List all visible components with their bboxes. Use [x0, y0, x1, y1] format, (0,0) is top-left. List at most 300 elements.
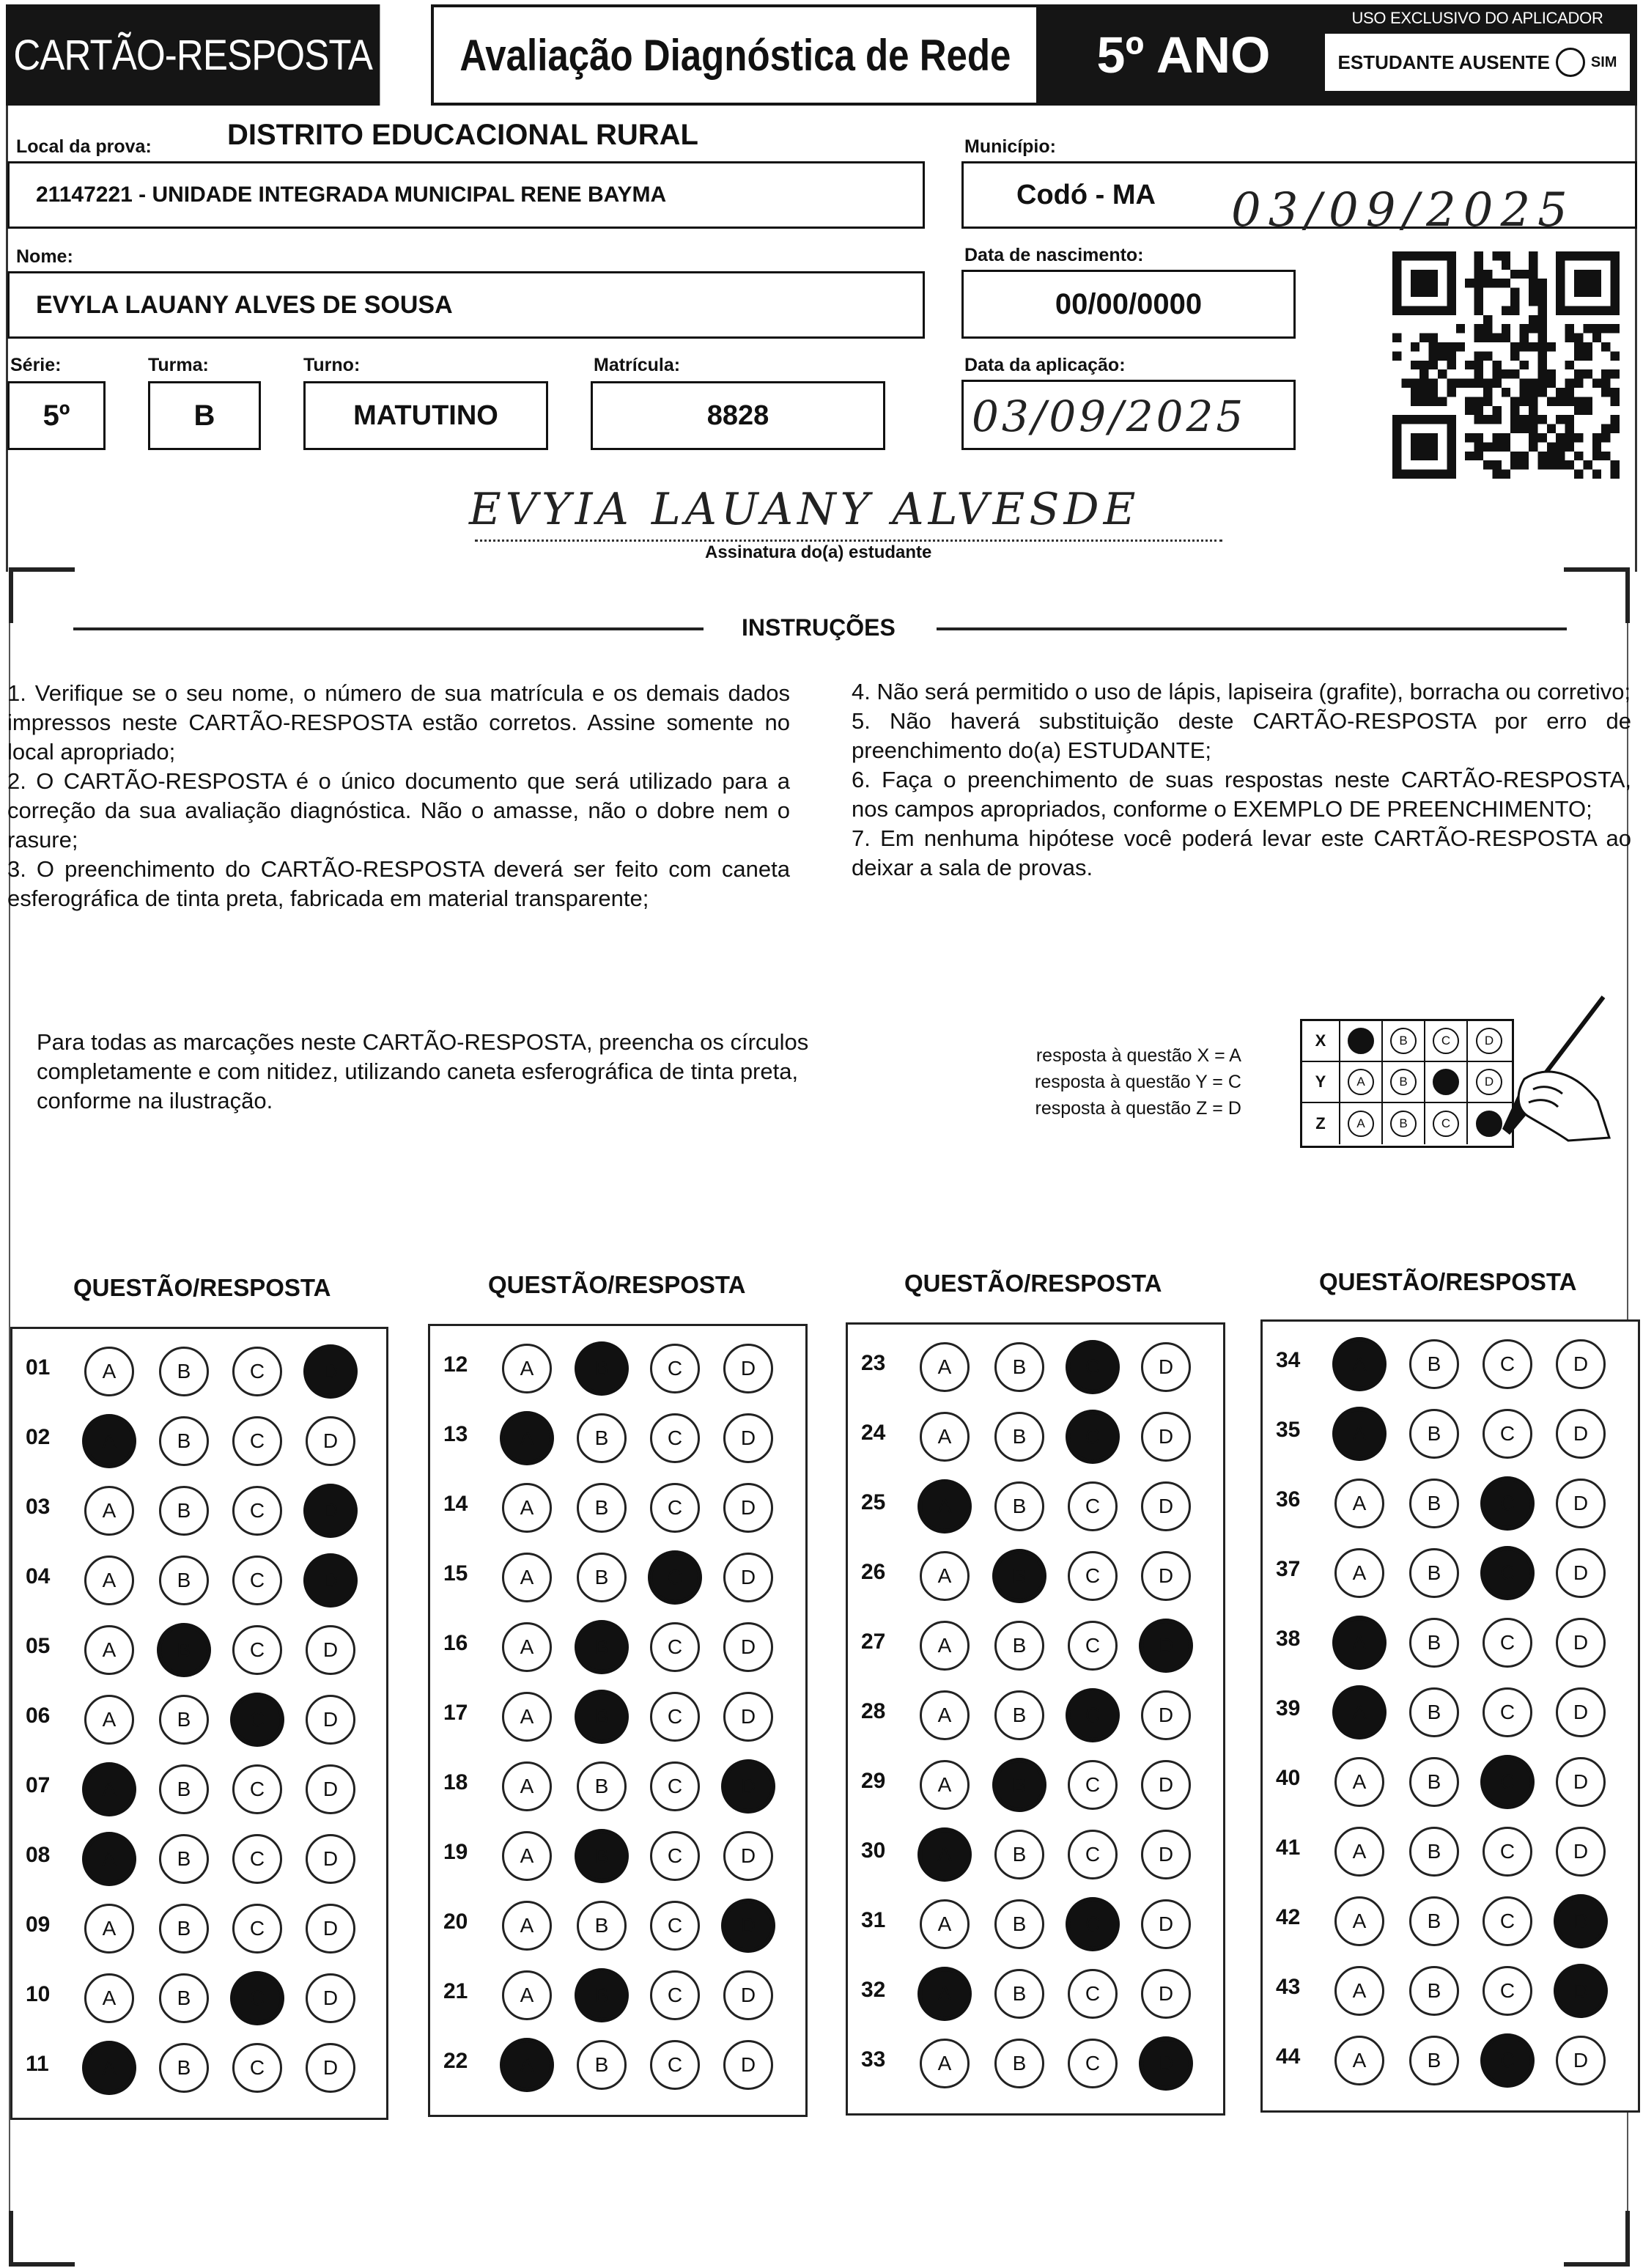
question-number: 08: [26, 1843, 51, 1867]
answer-bubble-d[interactable]: D: [1556, 1966, 1606, 2016]
answer-bubble-b[interactable]: B: [159, 2043, 209, 2093]
answer-bubble-d[interactable]: D: [1556, 1618, 1606, 1668]
answer-bubble-c[interactable]: C: [1483, 1339, 1532, 1389]
answer-bubble-a[interactable]: A: [502, 1901, 552, 1951]
answer-bubble-c[interactable]: C: [650, 1622, 700, 1672]
municipality-label: Município:: [964, 136, 1056, 157]
answer-bubble-a[interactable]: A: [1334, 1687, 1384, 1737]
exam-title: Avaliação Diagnóstica de Rede: [431, 4, 1039, 106]
answer-bubble-a[interactable]: A: [502, 1692, 552, 1742]
answer-bubble-d[interactable]: D: [306, 1695, 355, 1745]
answer-bubble-c[interactable]: C: [1483, 1966, 1532, 2016]
answer-bubble-a[interactable]: A: [84, 1695, 134, 1745]
answer-bubble-d[interactable]: D: [723, 1483, 773, 1533]
question-number: 42: [1276, 1905, 1301, 1929]
question-number: 33: [861, 2047, 886, 2072]
answer-bubble-b[interactable]: B: [1409, 1757, 1459, 1807]
answer-bubble-d[interactable]: D: [1556, 1757, 1606, 1807]
answer-bubble-b[interactable]: B: [1409, 1966, 1459, 2016]
answer-bubble-b[interactable]: B: [159, 1973, 209, 2023]
answer-bubble-b[interactable]: B: [994, 1830, 1044, 1879]
question-number: 39: [1276, 1696, 1301, 1720]
answer-bubble-c[interactable]: C: [232, 1973, 282, 2023]
application-date-label: Data da aplicação:: [964, 355, 1126, 375]
answer-bubble-b[interactable]: B: [994, 1899, 1044, 1949]
absent-option: SIM: [1590, 54, 1617, 70]
answer-bubble-b[interactable]: B: [159, 1416, 209, 1466]
answer-grid-1: [10, 1327, 388, 2120]
question-number: 36: [1276, 1487, 1301, 1512]
serie-field: [7, 381, 106, 450]
answer-bubble-a[interactable]: A: [1334, 2036, 1384, 2085]
answer-bubble-c[interactable]: C: [1483, 1409, 1532, 1459]
answer-bubble-c[interactable]: C: [1483, 1618, 1532, 1668]
question-number: 28: [861, 1699, 886, 1723]
answer-bubble-a[interactable]: A: [84, 1347, 134, 1396]
answer-bubble-c[interactable]: C: [1483, 1548, 1532, 1598]
answer-bubble-b[interactable]: B: [159, 1904, 209, 1954]
answer-bubble-d[interactable]: D: [723, 1553, 773, 1602]
question-number: 23: [861, 1351, 886, 1375]
answer-bubble-c[interactable]: C: [650, 2040, 700, 2090]
question-row: [12, 1548, 386, 1614]
card-title: CARTÃO-RESPOSTA: [6, 4, 380, 106]
answer-bubble-a[interactable]: A: [920, 1412, 970, 1462]
answer-bubble-d[interactable]: D: [723, 1901, 773, 1951]
answer-bubble-c[interactable]: C: [650, 1970, 700, 2020]
question-number: 24: [861, 1421, 886, 1445]
answer-bubble-c[interactable]: C: [650, 1553, 700, 1602]
answer-bubble-d[interactable]: D: [306, 2043, 355, 2093]
answer-bubble-b[interactable]: B: [159, 1764, 209, 1814]
example-cell: [1340, 1103, 1383, 1144]
handwritten-date-2: 03/09/2025: [972, 391, 1247, 441]
answer-bubble-d[interactable]: D: [1556, 2036, 1606, 2085]
turma-label: Turma:: [148, 355, 209, 375]
answer-bubble-b[interactable]: B: [994, 1551, 1044, 1601]
answer-bubble-c[interactable]: C: [650, 1761, 700, 1811]
answer-bubble-a[interactable]: A: [502, 1970, 552, 2020]
answer-bubble-c[interactable]: C: [1483, 1687, 1532, 1737]
answer-bubble-b[interactable]: B: [577, 1483, 627, 1533]
example-bubble-b: B: [1390, 1028, 1417, 1054]
question-row: [12, 1339, 386, 1405]
answer-bubble-a[interactable]: A: [1334, 1896, 1384, 1946]
answer-bubble-b[interactable]: B: [577, 2040, 627, 2090]
answer-bubble-b[interactable]: B: [159, 1555, 209, 1605]
answer-bubble-d[interactable]: D: [306, 1416, 355, 1466]
question-row: [430, 1615, 805, 1681]
answer-bubble-d[interactable]: D: [723, 1344, 773, 1393]
answer-bubble-c[interactable]: C: [232, 1486, 282, 1536]
name-field: [7, 271, 925, 339]
answer-bubble-c[interactable]: C: [232, 1695, 282, 1745]
answer-bubble-c[interactable]: C: [232, 1904, 282, 1954]
answer-bubble-b[interactable]: B: [994, 1690, 1044, 1740]
answer-bubble-d[interactable]: D: [306, 1625, 355, 1675]
instructions-left-column: [7, 679, 790, 913]
answer-bubble-b[interactable]: B: [577, 1901, 627, 1951]
example-cell: [1340, 1062, 1383, 1102]
question-row: [848, 1753, 1223, 1819]
answer-bubble-c[interactable]: C: [1068, 1969, 1118, 2019]
answer-bubble-a[interactable]: A: [502, 1761, 552, 1811]
absent-bubble[interactable]: [1556, 48, 1585, 77]
answer-bubble-d[interactable]: D: [1556, 1687, 1606, 1737]
qr-code-icon: [1392, 249, 1620, 481]
example-cell: [1383, 1021, 1425, 1061]
matricula-label: Matrícula:: [594, 355, 681, 375]
example-bubble-d: D: [1476, 1069, 1502, 1095]
answer-bubble-a[interactable]: A: [84, 1764, 134, 1814]
question-number: 43: [1276, 1975, 1301, 1999]
answer-bubble-b[interactable]: B: [1409, 1409, 1459, 1459]
answer-bubble-a[interactable]: A: [502, 2040, 552, 2090]
answer-bubble-c[interactable]: C: [1068, 1899, 1118, 1949]
answer-bubble-d[interactable]: D: [1141, 1342, 1191, 1392]
answer-bubble-d[interactable]: D: [1141, 1412, 1191, 1462]
answer-bubble-b[interactable]: B: [994, 1342, 1044, 1392]
answer-bubble-b[interactable]: B: [159, 1625, 209, 1675]
answer-bubble-c[interactable]: C: [232, 1625, 282, 1675]
answer-bubble-a[interactable]: A: [920, 1481, 970, 1531]
example-bubble-c: [1433, 1069, 1459, 1095]
example-row-label: Z: [1302, 1103, 1340, 1144]
answer-bubble-a[interactable]: A: [920, 1342, 970, 1392]
question-number: 31: [861, 1908, 886, 1932]
question-number: 15: [443, 1561, 468, 1586]
answer-bubble-b[interactable]: B: [1409, 1479, 1459, 1528]
question-row: [1263, 1959, 1638, 2025]
instruction-item: 2. O CARTÃO-RESPOSTA é o único documento que será utilizado para a correção da sua avaliação diagnóstica. Não o amasse, não o dobre nem o rasure;: [7, 768, 790, 853]
answer-bubble-d[interactable]: D: [306, 1904, 355, 1954]
question-number: 16: [443, 1631, 468, 1655]
district-name: DISTRITO EDUCACIONAL RURAL: [227, 119, 698, 151]
question-row: [430, 1963, 805, 2029]
answer-bubble-b[interactable]: B: [994, 2039, 1044, 2088]
answer-bubble-c[interactable]: C: [232, 1555, 282, 1605]
example-legend-item: resposta à questão X = A: [1035, 1045, 1241, 1066]
answer-bubble-c[interactable]: C: [1068, 1342, 1118, 1392]
answer-bubble-b[interactable]: B: [1409, 1548, 1459, 1598]
answer-bubble-a[interactable]: A: [502, 1413, 552, 1463]
question-row: [848, 1822, 1223, 1888]
question-number: 14: [443, 1492, 468, 1516]
instructions-rule-left: [73, 627, 704, 630]
question-number: 09: [26, 1912, 51, 1937]
answer-bubble-b[interactable]: B: [159, 1695, 209, 1745]
example-legend-item: resposta à questão Z = D: [1035, 1098, 1241, 1119]
answer-bubble-a[interactable]: A: [84, 1904, 134, 1954]
answer-bubble-a[interactable]: A: [84, 2043, 134, 2093]
answer-bubble-a[interactable]: A: [1334, 1827, 1384, 1877]
answer-bubble-a[interactable]: A: [1334, 1966, 1384, 2016]
answer-bubble-b[interactable]: B: [577, 1831, 627, 1881]
answer-bubble-c[interactable]: C: [232, 2043, 282, 2093]
answer-bubble-c[interactable]: C: [1068, 1830, 1118, 1879]
answer-bubble-c[interactable]: C: [1483, 2036, 1532, 2085]
answer-bubble-d[interactable]: D: [1556, 1479, 1606, 1528]
answer-bubble-b[interactable]: B: [994, 1621, 1044, 1671]
question-number: 19: [443, 1840, 468, 1864]
answer-bubble-a[interactable]: A: [502, 1622, 552, 1672]
question-number: 03: [26, 1495, 51, 1519]
answer-bubble-c[interactable]: C: [1068, 1690, 1118, 1740]
question-row: [1263, 1610, 1638, 1676]
answer-bubble-a[interactable]: A: [920, 2039, 970, 2088]
answer-bubble-b[interactable]: B: [577, 1553, 627, 1602]
answer-bubble-b[interactable]: B: [994, 1760, 1044, 1810]
answer-bubble-a[interactable]: A: [502, 1553, 552, 1602]
instruction-item: 5. Não haverá substituição deste CARTÃO-RESPOSTA por erro de preenchimento do(a) ESTUDANTE;: [852, 708, 1631, 763]
answer-bubble-b[interactable]: B: [159, 1834, 209, 1884]
answer-bubble-a[interactable]: A: [84, 1973, 134, 2023]
question-row: [848, 2031, 1223, 2097]
instructions-right-column: [852, 677, 1631, 883]
answer-bubble-a[interactable]: A: [920, 1551, 970, 1601]
answer-bubble-d[interactable]: D: [723, 1413, 773, 1463]
grid-title: QUESTÃO/RESPOSTA: [73, 1274, 331, 1301]
answer-bubble-b[interactable]: B: [994, 1969, 1044, 2019]
answer-grid-2: [428, 1324, 808, 2117]
answer-bubble-d[interactable]: D: [1556, 1409, 1606, 1459]
absent-field: [1323, 32, 1631, 92]
answer-bubble-c[interactable]: C: [1483, 1896, 1532, 1946]
answer-bubble-a[interactable]: A: [84, 1555, 134, 1605]
answer-bubble-d[interactable]: D: [1141, 1481, 1191, 1531]
question-number: 38: [1276, 1627, 1301, 1651]
question-row: [1263, 1402, 1638, 1468]
question-row: [1263, 1680, 1638, 1746]
answer-bubble-a[interactable]: A: [502, 1483, 552, 1533]
answer-bubble-d[interactable]: D: [723, 1831, 773, 1881]
answer-bubble-c[interactable]: C: [1068, 1621, 1118, 1671]
question-number: 17: [443, 1701, 468, 1725]
question-number: 29: [861, 1769, 886, 1793]
answer-bubble-a[interactable]: A: [1334, 1618, 1384, 1668]
answer-bubble-d[interactable]: D: [723, 1970, 773, 2020]
answer-bubble-d[interactable]: D: [1141, 2039, 1191, 2088]
example-bubble-b: B: [1390, 1069, 1417, 1095]
student-signature: EVYIA LAUANY ALVESDE: [469, 484, 1140, 535]
question-row: [430, 1336, 805, 1402]
answer-bubble-b[interactable]: B: [159, 1486, 209, 1536]
question-number: 32: [861, 1978, 886, 2002]
applicator-only-label: USO EXCLUSIVO DO APLICADOR: [1351, 9, 1603, 27]
example-bubble-a: A: [1348, 1111, 1374, 1137]
answer-bubble-a[interactable]: A: [920, 1899, 970, 1949]
question-row: [12, 1479, 386, 1544]
question-row: [12, 1827, 386, 1893]
question-number: 10: [26, 1982, 51, 2006]
question-row: [848, 1335, 1223, 1401]
answer-bubble-d[interactable]: D: [306, 1486, 355, 1536]
answer-bubble-d[interactable]: D: [1556, 1339, 1606, 1389]
answer-bubble-a[interactable]: A: [920, 1830, 970, 1879]
serie-value: 5º: [43, 399, 70, 432]
answer-bubble-b[interactable]: B: [577, 1692, 627, 1742]
question-number: 20: [443, 1910, 468, 1934]
birth-label: Data de nascimento:: [964, 245, 1144, 265]
handwritten-date-1: 03/09/2025: [1231, 183, 1575, 238]
answer-bubble-d[interactable]: D: [306, 1834, 355, 1884]
answer-bubble-b[interactable]: B: [577, 1970, 627, 2020]
answer-bubble-a[interactable]: A: [1334, 1339, 1384, 1389]
answer-bubble-a[interactable]: A: [920, 1760, 970, 1810]
answer-bubble-b[interactable]: B: [1409, 1687, 1459, 1737]
example-cell: [1425, 1062, 1468, 1102]
answer-bubble-b[interactable]: B: [1409, 1618, 1459, 1668]
signature-line: [475, 540, 1222, 542]
answer-bubble-c[interactable]: C: [1068, 2039, 1118, 2088]
birth-field: [961, 270, 1296, 339]
answer-bubble-c[interactable]: C: [1483, 1479, 1532, 1528]
turma-field: [148, 381, 261, 450]
example-bubble-c: C: [1433, 1028, 1459, 1054]
answer-bubble-d[interactable]: D: [306, 1973, 355, 2023]
question-row: [430, 1824, 805, 1890]
question-row: [12, 2036, 386, 2102]
example-cell: [1425, 1021, 1468, 1061]
answer-bubble-b[interactable]: B: [1409, 1896, 1459, 1946]
grid-title: QUESTÃO/RESPOSTA: [488, 1271, 746, 1298]
question-row: [430, 1754, 805, 1820]
example-legend: [1035, 1042, 1241, 1122]
answer-bubble-d[interactable]: D: [723, 1761, 773, 1811]
answer-bubble-d[interactable]: D: [1556, 1896, 1606, 1946]
question-number: 27: [861, 1630, 886, 1654]
matricula-field: [591, 381, 885, 450]
answer-bubble-c[interactable]: C: [650, 1901, 700, 1951]
answer-bubble-b[interactable]: B: [577, 1761, 627, 1811]
answer-bubble-a[interactable]: A: [920, 1690, 970, 1740]
answer-bubble-d[interactable]: D: [1141, 1551, 1191, 1601]
example-legend-item: resposta à questão Y = C: [1035, 1072, 1241, 1092]
question-row: [430, 1406, 805, 1472]
turno-field: [303, 381, 548, 450]
answer-bubble-c[interactable]: C: [1068, 1760, 1118, 1810]
answer-bubble-a[interactable]: A: [84, 1416, 134, 1466]
instruction-item: 6. Faça o preenchimento de suas respostas neste CARTÃO-RESPOSTA, nos campos apropriados, conforme o EXEMPLO DE PREENCHIMENTO;: [852, 767, 1631, 822]
answer-bubble-c[interactable]: C: [1483, 1757, 1532, 1807]
question-number: 12: [443, 1352, 468, 1377]
answer-bubble-a[interactable]: A: [84, 1834, 134, 1884]
signature-label: Assinatura do(a) estudante: [705, 542, 932, 562]
answer-bubble-a[interactable]: A: [1334, 1409, 1384, 1459]
answer-bubble-d[interactable]: D: [1141, 1690, 1191, 1740]
answer-bubble-c[interactable]: C: [1068, 1551, 1118, 1601]
question-number: 04: [26, 1564, 51, 1588]
answer-bubble-b[interactable]: B: [159, 1347, 209, 1396]
birth-value: 00/00/0000: [1055, 287, 1203, 320]
answer-bubble-c[interactable]: C: [650, 1344, 700, 1393]
answer-bubble-d[interactable]: D: [306, 1555, 355, 1605]
frame-corner-top-right: [1564, 567, 1630, 623]
answer-bubble-d[interactable]: D: [723, 1622, 773, 1672]
answer-bubble-a[interactable]: A: [84, 1486, 134, 1536]
answer-bubble-a[interactable]: A: [1334, 1548, 1384, 1598]
example-cell: [1340, 1021, 1383, 1061]
answer-bubble-c[interactable]: C: [650, 1483, 700, 1533]
question-row: [848, 1474, 1223, 1540]
answer-bubble-d[interactable]: D: [1141, 1899, 1191, 1949]
question-row: [12, 1618, 386, 1684]
school-value: 21147221 - UNIDADE INTEGRADA MUNICIPAL RENE BAYMA: [36, 183, 667, 207]
answer-bubble-c[interactable]: C: [232, 1347, 282, 1396]
question-row: [430, 1893, 805, 1959]
answer-bubble-a[interactable]: A: [502, 1344, 552, 1393]
question-number: 18: [443, 1770, 468, 1794]
answer-bubble-c[interactable]: C: [650, 1831, 700, 1881]
answer-bubble-a[interactable]: A: [1334, 1757, 1384, 1807]
answer-bubble-c[interactable]: C: [650, 1692, 700, 1742]
answer-bubble-d[interactable]: D: [306, 1764, 355, 1814]
answer-bubble-d[interactable]: D: [1141, 1621, 1191, 1671]
question-row: [1263, 1541, 1638, 1607]
question-number: 02: [26, 1425, 51, 1449]
question-row: [12, 1409, 386, 1475]
question-number: 01: [26, 1355, 51, 1380]
question-row: [430, 2033, 805, 2099]
answer-bubble-a[interactable]: A: [920, 1969, 970, 2019]
answer-bubble-b[interactable]: B: [1409, 1827, 1459, 1877]
example-bubble-a: A: [1348, 1069, 1374, 1095]
answer-bubble-b[interactable]: B: [1409, 1339, 1459, 1389]
question-number: 35: [1276, 1418, 1301, 1442]
answer-bubble-c[interactable]: C: [1483, 1827, 1532, 1877]
answer-bubble-d[interactable]: D: [1141, 1830, 1191, 1879]
example-cell: [1383, 1103, 1425, 1144]
answer-bubble-d[interactable]: D: [306, 1347, 355, 1396]
instruction-item: 3. O preenchimento do CARTÃO-RESPOSTA deverá ser feito com caneta esferográfica de tinta preta, fabricada em material transparente;: [7, 856, 790, 911]
answer-bubble-b[interactable]: B: [994, 1481, 1044, 1531]
question-row: [1263, 1750, 1638, 1816]
serie-label: Série:: [10, 355, 62, 375]
question-number: 41: [1276, 1836, 1301, 1860]
question-row: [848, 1962, 1223, 2028]
answer-bubble-b[interactable]: B: [577, 1344, 627, 1393]
answer-bubble-c[interactable]: C: [650, 1413, 700, 1463]
answer-bubble-b[interactable]: B: [577, 1622, 627, 1672]
answer-bubble-d[interactable]: D: [1556, 1548, 1606, 1598]
pen-hand-icon: [1480, 991, 1612, 1145]
answer-bubble-a[interactable]: A: [502, 1831, 552, 1881]
answer-bubble-c[interactable]: C: [232, 1416, 282, 1466]
answer-bubble-d[interactable]: D: [723, 2040, 773, 2090]
answer-bubble-b[interactable]: B: [1409, 2036, 1459, 2085]
answer-bubble-a[interactable]: A: [1334, 1479, 1384, 1528]
question-row: [848, 1683, 1223, 1749]
instructions-title: INSTRUÇÕES: [742, 614, 896, 641]
answer-bubble-c[interactable]: C: [232, 1834, 282, 1884]
answer-bubble-c[interactable]: C: [1068, 1481, 1118, 1531]
answer-bubble-c[interactable]: C: [232, 1764, 282, 1814]
grid-title: QUESTÃO/RESPOSTA: [904, 1270, 1162, 1297]
answer-bubble-b[interactable]: B: [577, 1413, 627, 1463]
question-row: [848, 1544, 1223, 1610]
grade-title: 5º ANO: [1039, 4, 1328, 106]
answer-bubble-d[interactable]: D: [1556, 1827, 1606, 1877]
answer-bubble-b[interactable]: B: [994, 1412, 1044, 1462]
answer-bubble-a[interactable]: A: [920, 1621, 970, 1671]
question-row: [12, 1757, 386, 1823]
answer-bubble-a[interactable]: A: [84, 1625, 134, 1675]
question-row: [12, 1966, 386, 2032]
answer-bubble-c[interactable]: C: [1068, 1412, 1118, 1462]
answer-bubble-d[interactable]: D: [1141, 1760, 1191, 1810]
answer-bubble-d[interactable]: D: [1141, 1969, 1191, 2019]
answer-bubble-d[interactable]: D: [723, 1692, 773, 1742]
